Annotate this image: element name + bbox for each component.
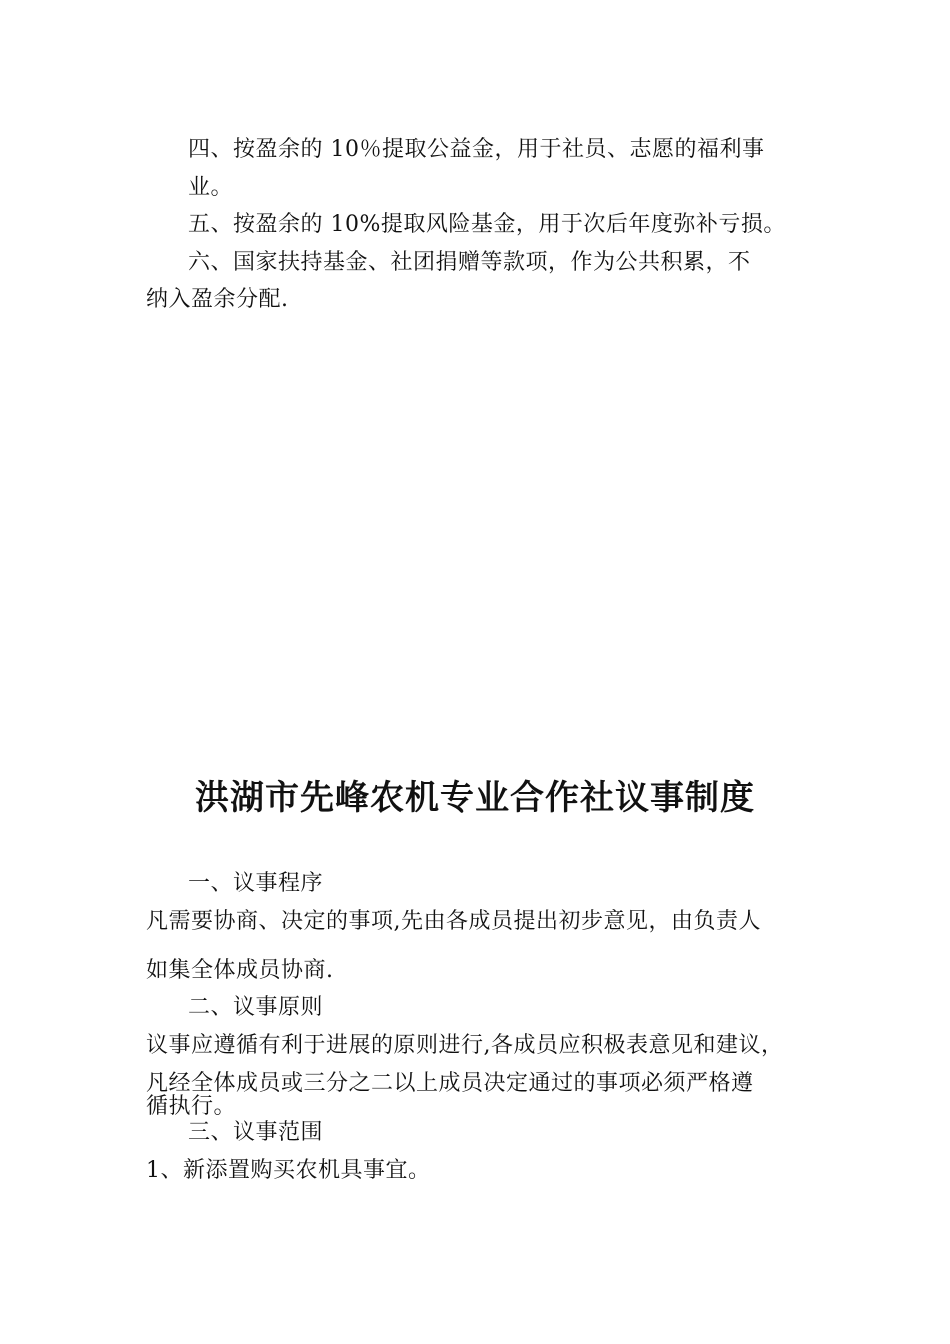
heading-procedure: 一、议事程序 bbox=[188, 871, 324, 896]
paragraph-6-line-2: 纳入盈余分配. bbox=[146, 287, 289, 312]
principle-body-line-1: 议事应遵循有利于进展的原则进行,各成员应积极表意见和建议， bbox=[146, 1033, 784, 1058]
principle-body-line-3: 循执行。 bbox=[146, 1094, 237, 1119]
paragraph-4-line-1: 四、按盈余的 10％提取公益金，用于社员、志愿的福利事 bbox=[188, 137, 765, 162]
procedure-body-line-2: 如集全体成员协商. bbox=[146, 958, 334, 983]
heading-principle: 二、议事原则 bbox=[188, 995, 324, 1020]
paragraph-4-line-2: 业。 bbox=[188, 175, 234, 200]
document-title: 洪湖市先峰农机专业合作社议事制度 bbox=[195, 778, 755, 818]
paragraph-5: 五、按盈余的 10%提取风险基金，用于次后年度弥补亏损。 bbox=[188, 212, 786, 237]
principle-body-line-2: 凡经全体成员或三分之二以上成员决定通过的事项必须严格遵 bbox=[146, 1071, 754, 1096]
heading-scope: 三、议事范围 bbox=[188, 1120, 324, 1145]
procedure-body-line-1: 凡需要协商、决定的事项,先由各成员提出初步意见，由负责人 bbox=[146, 909, 761, 934]
paragraph-6-line-1: 六、国家扶持基金、社团捐赠等款项，作为公共积累，不 bbox=[188, 250, 751, 275]
scope-item-1: 1、新添置购买农机具事宜。 bbox=[146, 1158, 431, 1183]
